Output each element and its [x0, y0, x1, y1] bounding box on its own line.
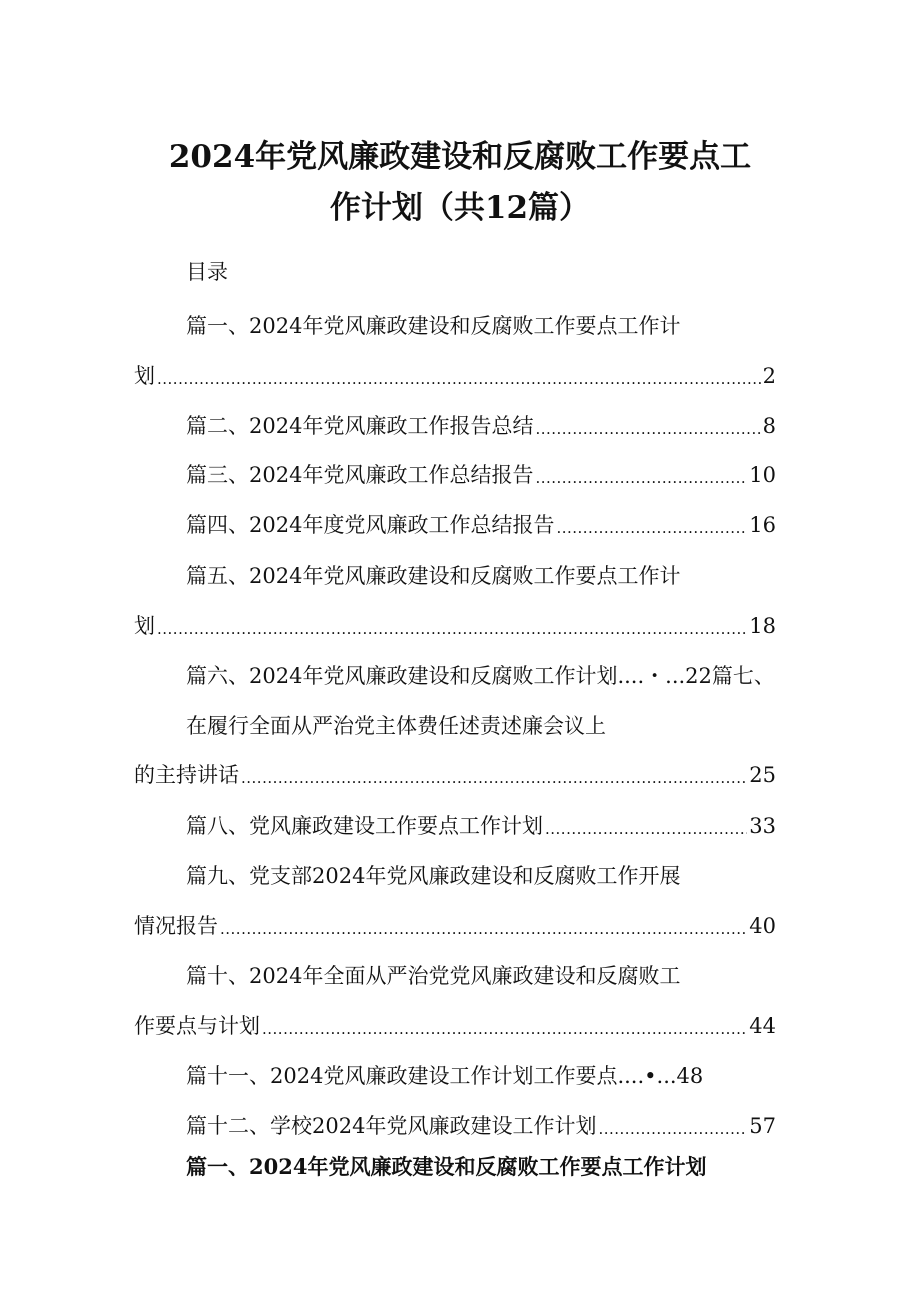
dot-leader [556, 521, 747, 536]
dot-leader [157, 622, 747, 637]
page-number: 2 [762, 364, 776, 388]
page-number: 57 [749, 1114, 776, 1138]
dot-leader [220, 922, 747, 937]
toc-entry-7-line-1[interactable]: 在履行全面从严治党主体费任述责述廉会议上 [186, 714, 606, 738]
page-number: 16 [749, 513, 776, 537]
page-number: 33 [749, 814, 776, 838]
toc-entry-2[interactable] [186, 416, 776, 437]
toc-label: 目录 [186, 260, 228, 284]
dot-leader [157, 372, 761, 387]
toc-entry-9-line-2[interactable] [134, 916, 776, 937]
page-title-line-1: 2024年党风廉政建设和反腐败工作要点工 [168, 139, 752, 175]
toc-entry-text: 篇十二、学校2024年党风廉政建设工作计划 [186, 1114, 597, 1138]
toc-entry-text: 划 [134, 614, 155, 638]
toc-entry-text: 篇三、2024年党风廉政工作总结报告 [186, 463, 534, 487]
page-number: 18 [749, 614, 776, 638]
toc-entry-3[interactable] [186, 465, 776, 486]
toc-entry-text: 的主持讲话 [134, 763, 239, 787]
page-number: 44 [749, 1014, 776, 1038]
page-number: 25 [749, 763, 776, 787]
toc-entry-5-line-2[interactable] [134, 616, 776, 637]
dot-leader [535, 471, 747, 486]
toc-entry-text: 情况报告 [134, 914, 218, 938]
toc-entry-text: 篇二、2024年党风廉政工作报告总结 [186, 414, 534, 438]
section-heading: 篇一、2024年党风廉政建设和反腐败工作要点工作计划 [186, 1154, 707, 1179]
dot-leader [262, 1022, 747, 1037]
toc-entry-text: 作要点与计划 [134, 1014, 260, 1038]
toc-entry-8[interactable] [186, 816, 776, 837]
page-number: 8 [762, 414, 776, 438]
toc-entry-1-line-2[interactable] [134, 366, 776, 387]
toc-entry-5-line-1[interactable]: 篇五、2024年党风廉政建设和反腐败工作要点工作计 [186, 564, 681, 588]
toc-entry-11[interactable]: 篇十一、2024党风廉政建设工作计划工作要点....•...48 [186, 1064, 704, 1088]
toc-entry-12[interactable] [186, 1116, 776, 1137]
dot-leader [545, 822, 747, 837]
toc-entry-7-line-2[interactable] [134, 765, 776, 786]
dot-leader [535, 422, 760, 437]
toc-entry-10-line-1[interactable]: 篇十、2024年全面从严治党党风廉政建设和反腐败工 [186, 964, 681, 988]
dot-leader [241, 771, 747, 786]
toc-entry-4[interactable] [186, 515, 776, 536]
page-number: 10 [749, 463, 776, 487]
toc-entry-6[interactable]: 篇六、2024年党风廉政建设和反腐败工作计划....・...22篇七、 [186, 664, 775, 688]
toc-entry-text: 划 [134, 364, 155, 388]
page-number: 40 [749, 914, 776, 938]
toc-entry-text: 篇八、党风廉政建设工作要点工作计划 [186, 814, 543, 838]
page-title-line-2: 作计划（共12篇） [329, 190, 591, 226]
toc-entry-9-line-1[interactable]: 篇九、党支部2024年党风廉政建设和反腐败工作开展 [186, 864, 681, 888]
toc-entry-text: 篇四、2024年度党风廉政工作总结报告 [186, 513, 555, 537]
toc-entry-1-line-1[interactable]: 篇一、2024年党风廉政建设和反腐败工作要点工作计 [186, 314, 681, 338]
toc-entry-10-line-2[interactable] [134, 1016, 776, 1037]
dot-leader [598, 1122, 747, 1137]
